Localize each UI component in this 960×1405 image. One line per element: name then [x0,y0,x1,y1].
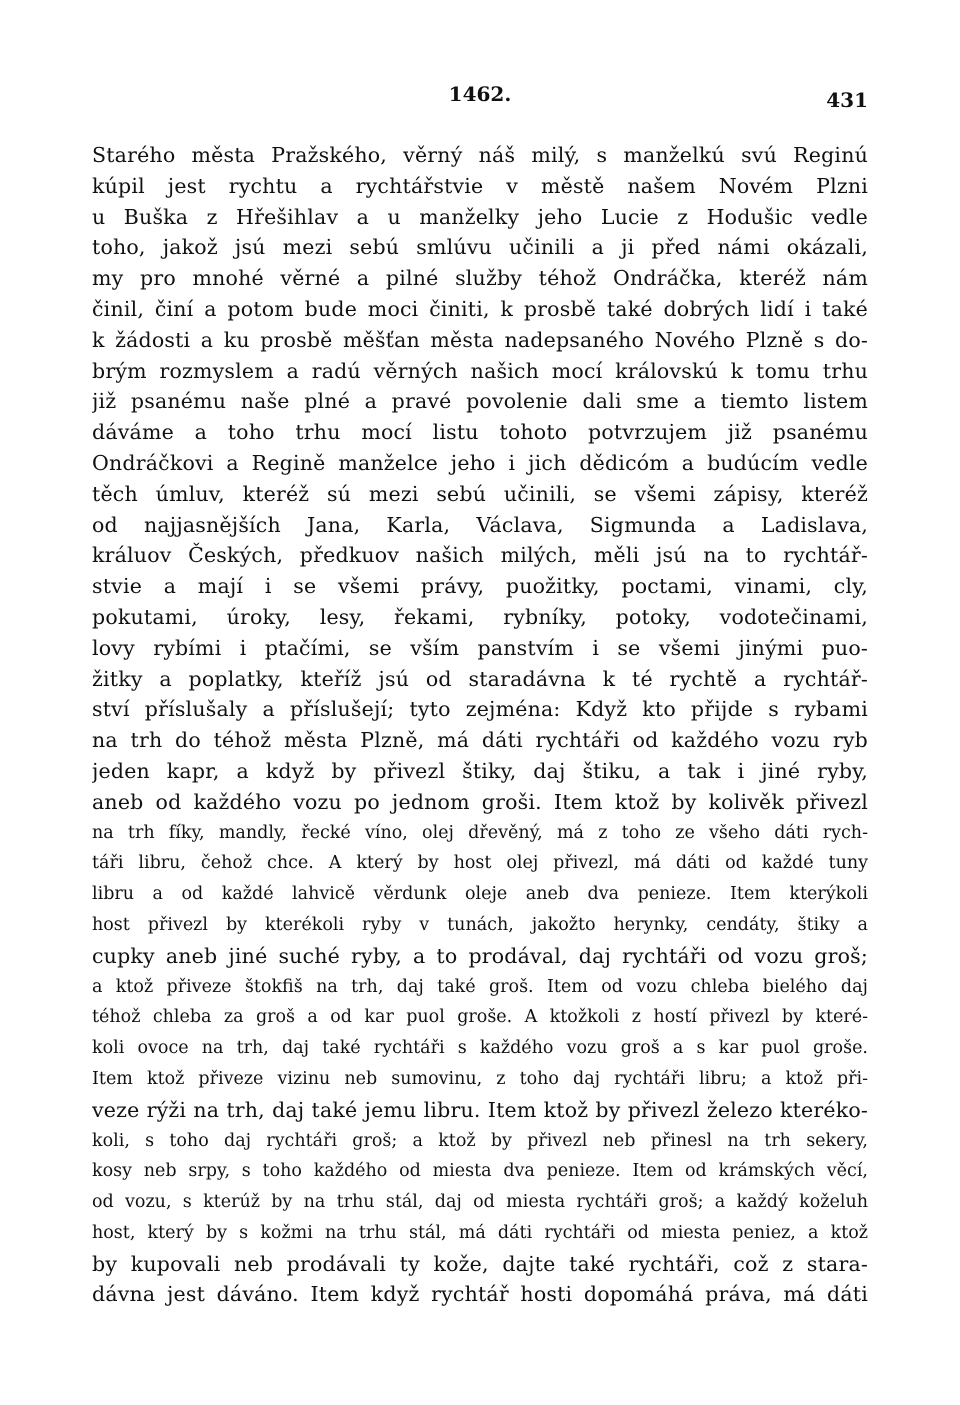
text-line: koli ovoce na trh, daj také rychtáři s každého vozu groš a s kar puol groše. [92,1038,868,1059]
text-line: od vozu, s kterúž by na trhu stál, daj od miesta rychtáři groš; a každý koželuh [92,1192,868,1213]
text-line: pokutami, úroky, lesy, řekami, rybníky, potoky, vodotečinami, [92,604,868,629]
text-line: aneb od každého vozu po jednom groši. Item ktož by kolivěk přivezl [92,789,868,814]
text-line: u Buška z Hřešihlav a u manželky jeho Lucie z Hodušic vedle [92,204,868,229]
text-line: libru a od každé lahvicě věrdunk oleje aneb dva penieze. Item kterýkoli [92,884,868,905]
text-line: Starého města Pražského, věrný náš milý, s manželkú svú Reginú [92,143,868,167]
text-line: my pro mnohé věrné a pilné služby téhož Ondráčka, kteréž nám [92,266,868,291]
body-text [92,140,868,1310]
text-line: dávna jest dáváno. Item když rychtář hosti dopomáhá práva, má dáti [92,1282,868,1307]
text-line: stvie a mají i se všemi právy, puožitky, poctami, vinami, cly, [92,574,868,599]
text-line: veze rýži na trh, daj také jemu libru. Item ktož by přivezl železo kteréko- [92,1097,868,1122]
year-heading: 1462. [448,82,512,106]
text-line: k žádosti a ku prosbě měšťan města nadepsaného Nového Plzně s do- [92,327,868,352]
text-line: toho, jakož jsú mezi sebú smlúvu učinili a ji před námi okázali, [92,235,868,260]
text-line: téhož chleba za groš a od kar puol groše. A ktožkoli z hostí přivezl by které- [92,1007,868,1028]
text-line: koli, s toho daj rychtáři groš; a ktož by přivezl neb přinesl na trh sekery, [92,1130,868,1151]
text-line: jeden kapr, a když by přivezl štiky, daj štiku, a tak i jiné ryby, [92,758,868,783]
text-line: činil, činí a potom bude moci činiti, k prosbě také dobrých lidí i také [92,296,868,321]
page-number: 431 [826,88,868,112]
text-line: host přivezl by kterékoli ryby v tunách, jakožto herynky, cendáty, štiky a [92,914,868,935]
text-line: ství příslušaly a příslušejí; tyto zejména: Když kto přijde s rybami [92,697,868,722]
text-line: již psanému naše plné a pravé povolenie dali sme a tiemto listem [92,389,868,414]
text-line: těch úmluv, kteréž sú mezi sebú učinili, se všemi zápisy, kteréž [92,481,868,506]
running-head [92,82,868,112]
text-line: králuov Českých, předkuov našich milých, měli jsú na to rychtář- [92,543,868,568]
text-line: táři libru, čehož chce. A který by host olej přivezl, má dáti od každé tuny [92,853,868,874]
text-line: host, který by s kožmi na trhu stál, má dáti rychtáři od miesta peniez, a ktož [92,1222,868,1243]
text-line: cupky aneb jiné suché ryby, a to prodával, daj rychtáři od vozu groš; [92,943,868,968]
text-line: od najjasnějších Jana, Karla, Václava, Sigmunda a Ladislava, [92,512,868,537]
text-line: by kupovali neb prodávali ty kože, dajte také rychtáři, což z stara- [92,1251,868,1276]
text-line: Item ktož přiveze vizinu neb sumovinu, z toho daj rychtáři libru; a ktož při- [92,1068,868,1089]
text-line: kúpil jest rychtu a rychtářstvie v městě našem Novém Plzni [92,173,868,198]
text-line: na trh do téhož města Plzně, má dáti rychtáři od každého vozu ryb [92,728,868,753]
text-line: kosy neb srpy, s toho každého od miesta dva penieze. Item od krámských věcí, [92,1161,868,1182]
text-line: dáváme a toho trhu mocí listu tohoto potvrzujem již psanému [92,420,868,445]
text-line: Ondráčkovi a Regině manželce jeho i jich dědicóm a budúcím vedle [92,450,868,475]
text-line: na trh fíky, mandly, řecké víno, olej dřevěný, má z toho ze všeho dáti rych- [92,822,868,843]
text-line: žitky a poplatky, kteříž jsú od staradávna k té rychtě a rychtář- [92,666,868,691]
text-line: a ktož přiveze štokfiš na trh, daj také groš. Item od vozu chleba bielého daj [92,976,868,997]
text-line: lovy rybími i ptačími, se vším panstvím i se všemi jinými puo- [92,635,868,660]
text-line: brým rozmyslem a radú věrných našich mocí královskú k tomu trhu [92,358,868,383]
